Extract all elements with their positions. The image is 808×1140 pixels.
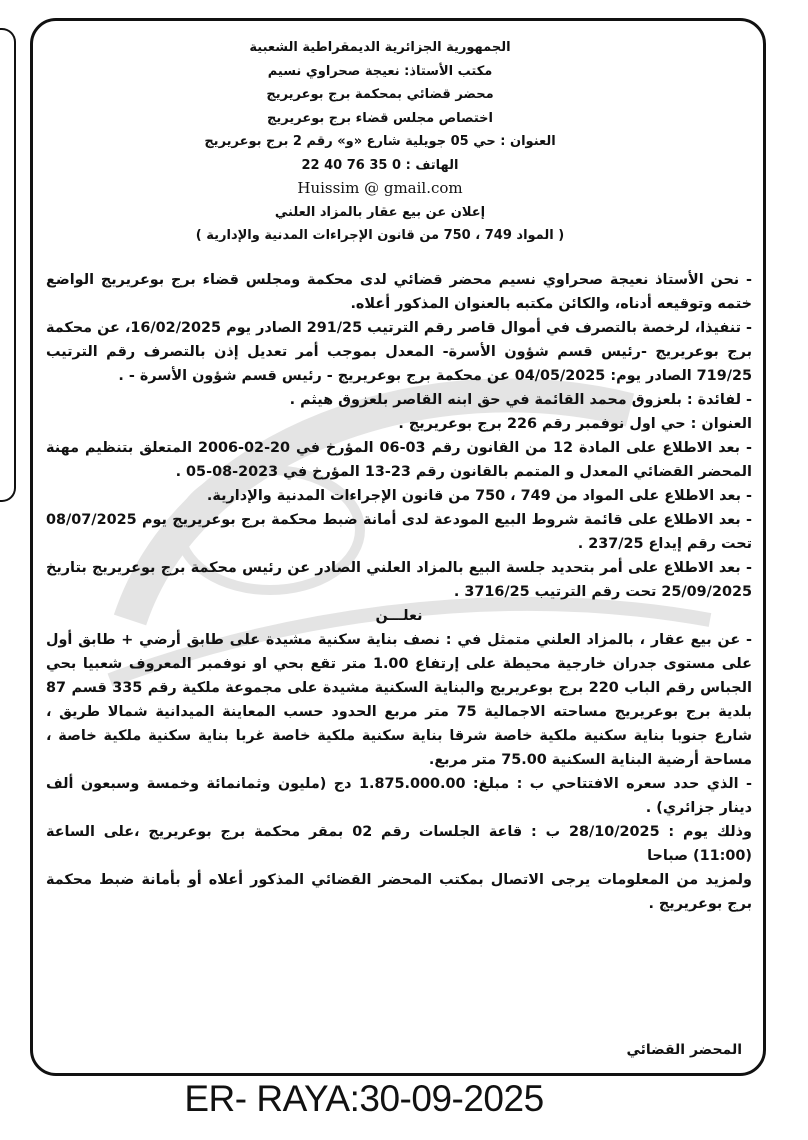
articles-line: ( المواد 749 ، 750 من قانون الإجراءات المدنية والإدارية ) bbox=[195, 228, 565, 243]
paragraph-law-reference: - بعد الاطلاع على المادة 12 من القانون رقم 03-06 المؤرخ في 20-02-2006 المتعلق بتنظيم مهنة المحضر القضائي المعدل و المتمم بالقانون رقم 23-13 المؤرخ في 2023-08-05 . bbox=[46, 440, 752, 480]
adjacent-ad-border bbox=[0, 28, 16, 502]
paragraph-property: - عن بيع عقار ، بالمزاد العلني متمثل في : نصف بناية سكنية مشيدة على طابق أرضي + طابق أول على مستوى جدران خارجية محيطة على إرتفاع 1.00 متر تقع بحي او نوفمبر المعروف شعبيا بحي الجباس رقم الباب 220 برج بوعريريج والبناية السكنية مشيدة على مجموعة ملكية رقم 335 قسم 87 بلدية برج بوعريريج مساحته الاجمالية 75 متر مربع الحدود حسب المعاينة الميدانية شمالا طريق ، شارع جنوبا بناية سكنية ملكية خاصة شرقا بناية سكنية ملكية خاصة غربا بناية سكنية ملكية خاصة ، مساحة أرضية البناية السكنية 75.00 متر مربع. bbox=[46, 632, 752, 768]
paragraph-bailiff: - نحن الأستاذ نعيجة صحراوي نسيم محضر قضائي لدى محكمة ومجلس قضاء برج بوعريريج الواضع ختمه وتوقيعه أدناه، والكائن مكتبه بالعنوان المذكور أعلاه. bbox=[46, 272, 752, 312]
address-line: العنوان : حي 05 جويلية شارع «و» رقم 2 برج بوعريريج bbox=[204, 134, 556, 149]
jurisdiction-line: اختصاص مجلس قضاء برج بوعريريج bbox=[267, 110, 493, 126]
office-line: مكتب الأستاذ: نعيجة صحراوي نسيم bbox=[267, 63, 493, 79]
paragraph-sale-conditions: - بعد الاطلاع على قائمة شروط البيع المودعة لدى أمانة ضبط محكمة برج بوعريريج يوم 08/07/2025 تحت رقم إيداع 237/25 . bbox=[46, 512, 752, 552]
header-block bbox=[120, 36, 640, 248]
republic-line: الجمهورية الجزائرية الديمقراطية الشعبية bbox=[249, 40, 511, 55]
paragraph-articles: - بعد الاطلاع على المواد من 749 ، 750 من قانون الإجراءات المدنية والإدارية. bbox=[206, 488, 752, 504]
email-line: Huissim @ gmail.com bbox=[297, 179, 463, 197]
paragraph-session-order: - بعد الاطلاع على أمر بتحديد جلسة البيع بالمزاد العلني الصادر عن رئيس محكمة برج بوعريريج بتاريخ 25/09/2025 تحت رقم الترتيب 3716/25 . bbox=[46, 560, 752, 600]
paragraph-beneficiary: - لفائدة : بلعزوق محمد القائمة في حق ابنه القاصر بلعزوق هيثم . bbox=[289, 392, 752, 408]
bailiff-line: محضر قضائي بمحكمة برج بوعريريج bbox=[266, 87, 494, 102]
announcement-title: إعلان عن بيع عقار بالمزاد العلني bbox=[274, 204, 486, 220]
signature-label: المحضر القضائي bbox=[626, 1042, 742, 1058]
newspaper-footer: ER- RAYA:30-09-2025 bbox=[184, 1078, 544, 1119]
phone-line: الهاتف : 0 35 76 40 22 bbox=[301, 157, 459, 173]
paragraph-date: وذلك يوم : 28/10/2025 ب : قاعة الجلسات رقم 02 بمقر محكمة برج بوعريريج ،على الساعة (11:00) صباحا bbox=[46, 824, 752, 864]
announce-heading: نعلـــن bbox=[375, 608, 423, 624]
paragraph-address: العنوان : حي اول نوفمبر رقم 226 برج بوعريريج . bbox=[398, 416, 752, 432]
paragraph-contact: ولمزيد من المعلومات يرجى الاتصال بمكتب المحضر القضائي المذكور أعلاه أو بأمانة ضبط محكمة برج بوعريريج . bbox=[46, 872, 752, 912]
announcement-body bbox=[46, 268, 752, 916]
paragraph-price: - الذي حدد سعره الافتتاحي ب : مبلغ: 1.875.000.00 دج (مليون وثمانمائة وخمسة وسبعون ألف دينار جزائري) . bbox=[46, 776, 753, 816]
paragraph-execution: - تنفيذا، لرخصة بالتصرف في أموال قاصر رقم الترتيب 291/25 الصادر يوم 16/02/2025، عن محكمة برج بوعريريج -رئيس قسم شؤون الأسرة- المعدل بموجب أمر تعديل إذن بالتصرف رقم الترتيب 719/25 الصادر يوم: 04/05/2025 عن محكمة برج بوعريريج - رئيس قسم شؤون الأسرة - . bbox=[46, 320, 753, 384]
